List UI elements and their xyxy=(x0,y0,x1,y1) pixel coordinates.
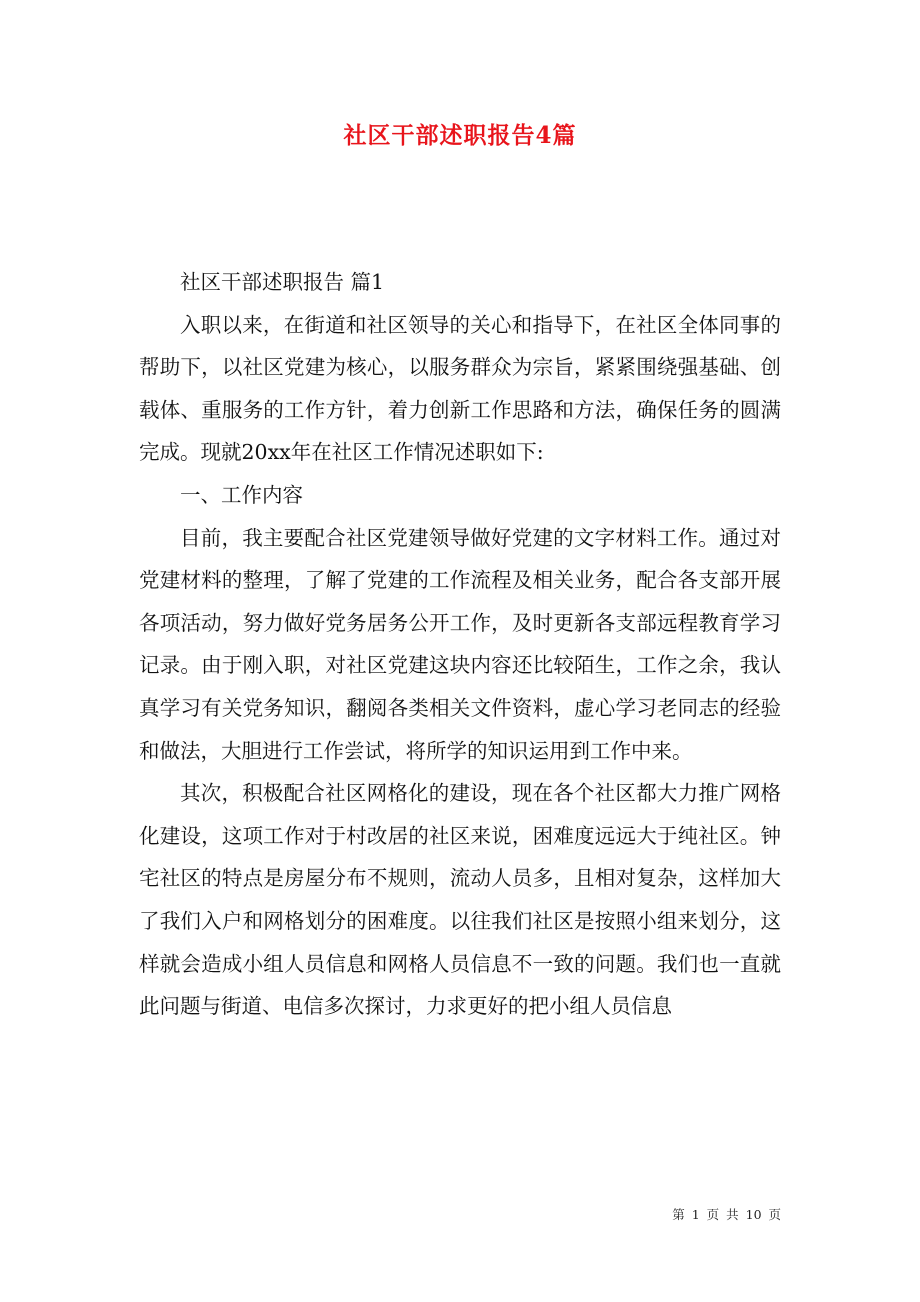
page-number-footer: 第 1 页 共 10 页 xyxy=(672,1207,781,1222)
section-heading-work-content: 一、工作内容 xyxy=(180,482,303,507)
paragraph-grid-construction: 其次，积极配合社区网格化的建设，现在各个社区都大力推广网格化建设，这项工作对于村改居的社区来说，困难度远远大于纯社区。钟宅社区的特点是房屋分布不规则，流动人员多，且相对复杂，这样加大了我们入户和网格划分的困难度。以往我们社区是按照小组来划分，这样就会造成小组人员信息和网格人员信息不一致的问题。我们也一直就此问题与街道、电信多次探讨，力求更好的把小组人员信息 xyxy=(139,781,781,1019)
document-body xyxy=(139,261,781,1028)
document-title: 社区干部述职报告4篇 xyxy=(343,122,577,149)
paragraph-party-building: 目前，我主要配合社区党建领导做好党建的文字材料工作。通过对党建材料的整理，了解了党建的工作流程及相关业务，配合各支部开展各项活动，努力做好党务居务公开工作，及时更新各支部远程教育学习记录。由于刚入职，对社区党建这块内容还比较陌生，工作之余，我认真学习有关党务知识，翻阅各类相关文件资料，虚心学习老同志的经验和做法，大胆进行工作尝试，将所学的知识运用到工作中来。 xyxy=(139,525,781,763)
paragraph-intro: 入职以来，在街道和社区领导的关心和指导下，在社区全体同事的帮助下，以社区党建为核心，以服务群众为宗旨，紧紧围绕强基础、创载体、重服务的工作方针，着力创新工作思路和方法，确保任务的圆满完成。现就20xx年在社区工作情况述职如下: xyxy=(139,312,781,465)
section-heading-part1: 社区干部述职报告 篇1 xyxy=(180,270,385,294)
